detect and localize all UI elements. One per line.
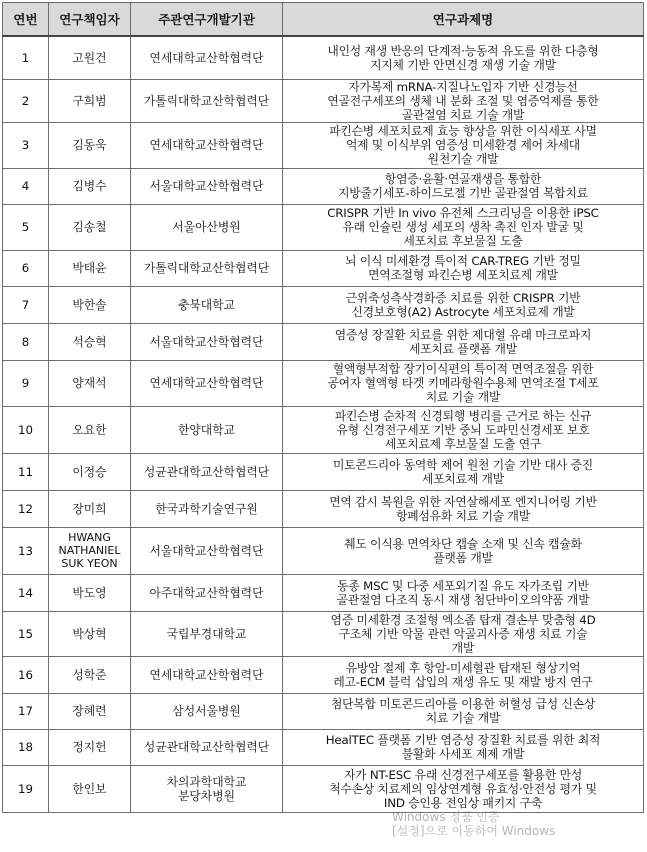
- cell-text-line: 파킨슨병 순차적 신경퇴행 병리를 근거로 하는 신규: [334, 408, 592, 423]
- table-row: [3, 453, 644, 490]
- cell-text-line: 면역 감시 복원을 위한 자연살해세포 엔지니어링 기반: [329, 494, 597, 509]
- cell-text-line: HWANG: [68, 531, 111, 544]
- cell-text-line: 억제 및 이식부위 염증성 미세환경 제어 차세대: [345, 138, 581, 152]
- cell-text-line: 레고-ECM 블럭 삽입의 재생 유도 및 재발 방지 연구: [333, 674, 593, 689]
- cell-text-line: 서울대학교산학협력단: [149, 334, 264, 349]
- serial-number-cell: 10: [3, 406, 49, 453]
- project-title-cell: [283, 729, 644, 765]
- principal-investigator-cell: [49, 490, 131, 527]
- project-title-cell: [283, 453, 644, 490]
- cell-text-line: 항염증·윤활·연골재생을 통합한: [384, 172, 542, 186]
- cell-text-line: 염증성 장질환 치료를 위한 제대혈 유래 마크로파지: [334, 327, 592, 342]
- serial-number-cell: 17: [3, 693, 49, 729]
- principal-investigator-cell: [49, 360, 131, 406]
- cell-text-line: 성균관대학교산학협력단: [143, 464, 270, 479]
- cell-text-line: 유방암 절제 후 항암-미세혈관 탑재된 형상기억: [345, 660, 581, 675]
- serial-number-cell: 11: [3, 453, 49, 490]
- principal-investigator-cell: [49, 406, 131, 453]
- cell-text-line: 세포치료 플랫폼 개발: [409, 341, 517, 356]
- table-row: [3, 490, 644, 527]
- research-project-table: [2, 2, 644, 813]
- project-title-cell: [283, 765, 644, 812]
- principal-investigator-cell: [49, 122, 131, 168]
- cell-text-line: 세포치료제 후보물질 도출 연구: [384, 436, 542, 451]
- host-institution-cell: [131, 693, 283, 729]
- cell-text-line: 정지헌: [72, 740, 107, 754]
- project-title-cell: [283, 79, 644, 122]
- host-institution-cell: [131, 122, 283, 168]
- cell-text-line: 이정승: [72, 464, 107, 479]
- cell-text-line: 골관절염 치료 기술 개발: [401, 107, 525, 122]
- serial-number-cell: 13: [3, 527, 49, 574]
- project-title-cell: [283, 527, 644, 574]
- cell-text-line: CRISPR 기반 In vivo 유전체 스크리닝을 이용한 iPSC: [327, 206, 599, 220]
- cell-text-line: 첨단복합 미토콘드리아를 이용한 허혈성 급성 신손상: [330, 697, 596, 711]
- project-title-cell: [283, 36, 644, 79]
- principal-investigator-cell: [49, 323, 131, 360]
- header-serial-number: 연번: [3, 3, 49, 37]
- table-header-row: [3, 3, 644, 37]
- serial-number-cell: 9: [3, 360, 49, 406]
- serial-number-cell: 14: [3, 574, 49, 611]
- host-institution-cell: [131, 323, 283, 360]
- serial-number-cell: 8: [3, 323, 49, 360]
- cell-text-line: IND 승인용 전임상 패키지 구축: [383, 795, 543, 810]
- principal-investigator-cell: [49, 286, 131, 323]
- serial-number-cell: 18: [3, 729, 49, 765]
- cell-text-line: 양재석: [72, 376, 107, 390]
- serial-number-cell: 1: [3, 36, 49, 79]
- cell-text-line: 장혜련: [72, 704, 107, 718]
- windows-activation-watermark: [392, 810, 647, 852]
- table-row: [3, 79, 644, 122]
- cell-text-line: HealTEC 플랫폼 기반 염증성 장질환 치료를 위한 최적: [325, 733, 601, 747]
- cell-text-line: 치료 기술 개발: [425, 711, 501, 725]
- cell-text-line: 한국과학기술연구원: [155, 501, 258, 516]
- cell-text-line: 김송철: [72, 220, 107, 234]
- cell-text-line: 혈액형부적합 장기이식편의 특이적 면역조절을 위한: [332, 362, 594, 376]
- cell-text-line: 항폐섬유화 치료 기술 개발: [396, 508, 530, 523]
- cell-text-line: SUK YEON: [61, 557, 118, 570]
- serial-number-cell: 5: [3, 204, 49, 250]
- cell-text-line: 췌도 이식용 면역차단 캡슐 소재 및 신속 캡슐화: [344, 536, 582, 551]
- cell-text-line: 연골전구세포의 생체 내 분화 조절 및 염증억제를 통한: [327, 93, 599, 108]
- cell-text-line: 분당차병원: [178, 788, 235, 803]
- host-institution-cell: [131, 656, 283, 693]
- host-institution-cell: [131, 611, 283, 656]
- cell-text-line: 장미희: [72, 501, 107, 516]
- table-row: [3, 250, 644, 286]
- project-title-cell: [283, 286, 644, 323]
- cell-text-line: 치료 기술 개발: [425, 390, 501, 404]
- cell-text-line: 아주대학교산학협력단: [149, 585, 264, 600]
- principal-investigator-cell: [49, 729, 131, 765]
- table-body: [3, 36, 644, 812]
- cell-text-line: 연세대학교산학협력단: [149, 50, 264, 65]
- principal-investigator-cell: [49, 611, 131, 656]
- watermark-line: Windows 정품 인증: [392, 810, 500, 824]
- host-institution-cell: [131, 453, 283, 490]
- cell-text-line: 동종 MSC 및 다중 세포외기질 유도 자가조립 기반: [337, 578, 589, 593]
- table-row: [3, 204, 644, 250]
- cell-text-line: 세포치료 후보물질 도출: [403, 234, 523, 248]
- host-institution-cell: [131, 286, 283, 323]
- project-title-cell: [283, 323, 644, 360]
- cell-text-line: 자가 NT-ESC 유래 신경전구세포를 활용한 만성: [343, 767, 583, 782]
- project-title-cell: [283, 490, 644, 527]
- project-title-cell: [283, 122, 644, 168]
- principal-investigator-cell: [49, 453, 131, 490]
- project-title-cell: [283, 656, 644, 693]
- cell-text-line: 박태윤: [72, 261, 107, 275]
- cell-text-line: 세포치료제 개발: [422, 471, 504, 486]
- cell-text-line: NATHANIEL: [58, 544, 121, 557]
- table-row: [3, 406, 644, 453]
- host-institution-cell: [131, 36, 283, 79]
- cell-text-line: 공여자 혈액형 타겟 키메라항원수용체 면역조절 T세포: [327, 376, 599, 390]
- serial-number-cell: 15: [3, 611, 49, 656]
- table-row: [3, 656, 644, 693]
- principal-investigator-cell: [49, 765, 131, 812]
- cell-text-line: 서울대학교산학협력단: [149, 543, 264, 558]
- cell-text-line: 가톨릭대학교산학협력단: [143, 261, 270, 275]
- serial-number-cell: 3: [3, 122, 49, 168]
- project-title-cell: [283, 611, 644, 656]
- principal-investigator-cell: [49, 79, 131, 122]
- table-row: [3, 611, 644, 656]
- cell-text-line: 신경보호형(A2) Astrocyte 세포치료제 개발: [351, 304, 575, 319]
- cell-text-line: 박한솔: [72, 297, 107, 312]
- cell-text-line: 오요한: [72, 422, 107, 437]
- serial-number-cell: 7: [3, 286, 49, 323]
- cell-text-line: 고원건: [72, 50, 107, 65]
- cell-text-line: 석승혁: [72, 334, 107, 349]
- cell-text-line: 서울대학교산학협력단: [149, 179, 264, 193]
- cell-text-line: 국립부경대학교: [166, 626, 247, 641]
- table-row: [3, 122, 644, 168]
- host-institution-cell: [131, 360, 283, 406]
- principal-investigator-cell: [49, 204, 131, 250]
- cell-text-line: 가톨릭대학교산학협력단: [143, 93, 270, 108]
- cell-text-line: 골관절염 다조직 동시 재생 첨단바이오의약품 개발: [336, 592, 590, 607]
- principal-investigator-cell: [49, 250, 131, 286]
- cell-text-line: 한인보: [72, 781, 107, 796]
- host-institution-cell: [131, 574, 283, 611]
- principal-investigator-cell: [49, 36, 131, 79]
- cell-text-line: 척수손상 치료제의 임상연계형 유효성·안전성 평가 및: [329, 781, 597, 796]
- project-title-cell: [283, 574, 644, 611]
- principal-investigator-cell: [49, 656, 131, 693]
- project-title-cell: [283, 360, 644, 406]
- cell-text-line: 성균관대학교산학협력단: [143, 740, 270, 754]
- table-row: [3, 574, 644, 611]
- cell-text-line: 개발: [451, 640, 475, 655]
- project-title-cell: [283, 693, 644, 729]
- cell-text-line: 불활화 사세포 제제 개발: [401, 747, 525, 761]
- table-row: [3, 527, 644, 574]
- cell-text-line: 연세대학교산학협력단: [149, 138, 264, 152]
- table-row: [3, 168, 644, 204]
- cell-text-line: 삼성서울병원: [172, 704, 241, 718]
- principal-investigator-cell: [49, 527, 131, 574]
- cell-text-line: 김동욱: [72, 138, 107, 152]
- serial-number-cell: 16: [3, 656, 49, 693]
- cell-text-line: 연세대학교산학협력단: [149, 667, 264, 682]
- cell-text-line: 성학준: [72, 667, 107, 682]
- table-row: [3, 765, 644, 812]
- serial-number-cell: 6: [3, 250, 49, 286]
- principal-investigator-cell: [49, 693, 131, 729]
- cell-text-line: 미토콘드리아 동역학 제어 원천 기술 기반 대사 증진: [333, 457, 593, 472]
- principal-investigator-cell: [49, 574, 131, 611]
- host-institution-cell: [131, 204, 283, 250]
- table-row: [3, 729, 644, 765]
- table-row: [3, 693, 644, 729]
- cell-text-line: 구희범: [72, 93, 107, 108]
- project-title-cell: [283, 250, 644, 286]
- project-title-cell: [283, 168, 644, 204]
- cell-text-line: 뇌 이식 미세환경 특이적 CAR-TREG 기반 정밀: [345, 254, 581, 268]
- table-row: [3, 36, 644, 79]
- cell-text-line: 유래 인슐린 생성 세포의 생착 촉진 인자 발굴 및: [342, 220, 584, 234]
- host-institution-cell: [131, 490, 283, 527]
- project-title-cell: [283, 204, 644, 250]
- cell-text-line: 내인성 재생 반응의 단계적·능동적 유도를 위한 다층형: [327, 43, 599, 58]
- principal-investigator-cell: [49, 168, 131, 204]
- cell-text-line: 원천기술 개발: [427, 152, 499, 166]
- cell-text-line: 서울아산병원: [172, 220, 241, 234]
- host-institution-cell: [131, 250, 283, 286]
- cell-text-line: 지지체 기반 안면신경 재생 기술 개발: [370, 57, 556, 72]
- table-row: [3, 323, 644, 360]
- cell-text-line: 염증 미세환경 조절형 엑소좀 탑재 결손부 맞춤형 4D: [330, 612, 596, 627]
- host-institution-cell: [131, 527, 283, 574]
- serial-number-cell: 19: [3, 765, 49, 812]
- host-institution-cell: [131, 406, 283, 453]
- cell-text-line: 구조체 기반 악물 관련 악골괴사증 재생 치료 기술: [338, 626, 588, 641]
- cell-text-line: 한양대학교: [178, 422, 235, 437]
- cell-text-line: 박도영: [72, 585, 107, 600]
- project-title-cell: [283, 406, 644, 453]
- watermark-line: [설정]으로 이동하여 Windows: [392, 824, 556, 838]
- header-principal-investigator: 연구책임자: [49, 3, 131, 37]
- header-host-institution: 주관연구개발기관: [131, 3, 283, 37]
- cell-text-line: 차의과학대학교: [166, 774, 247, 789]
- serial-number-cell: 4: [3, 168, 49, 204]
- host-institution-cell: [131, 765, 283, 812]
- cell-text-line: 근위축성측삭경화증 치료를 위한 CRISPR 기반: [345, 290, 581, 305]
- cell-text-line: 파킨슨병 세포치료제 효능 향상을 위한 이식세포 사멸: [329, 124, 597, 138]
- serial-number-cell: 12: [3, 490, 49, 527]
- serial-number-cell: 2: [3, 79, 49, 122]
- cell-text-line: 박상혁: [72, 626, 107, 641]
- host-institution-cell: [131, 168, 283, 204]
- host-institution-cell: [131, 729, 283, 765]
- host-institution-cell: [131, 79, 283, 122]
- cell-text-line: 면역조절형 파킨슨병 세포치료제 개발: [368, 268, 558, 282]
- table-row: [3, 360, 644, 406]
- cell-text-line: 플랫폼 개발: [433, 550, 493, 565]
- table-row: [3, 286, 644, 323]
- cell-text-line: 자가복제 mRNA-지질나노입자 기반 신경능선: [348, 79, 578, 94]
- cell-text-line: 지방줄기세포-하이드로젤 기반 골관절염 복합치료: [338, 186, 588, 200]
- cell-text-line: 김병수: [72, 179, 107, 193]
- header-project-title: 연구과제명: [283, 3, 644, 37]
- cell-text-line: 유형 신경전구세포 기반 중뇌 도파민신경세포 보호: [336, 422, 590, 437]
- cell-text-line: 연세대학교산학협력단: [149, 376, 264, 390]
- cell-text-line: 충북대학교: [178, 297, 235, 312]
